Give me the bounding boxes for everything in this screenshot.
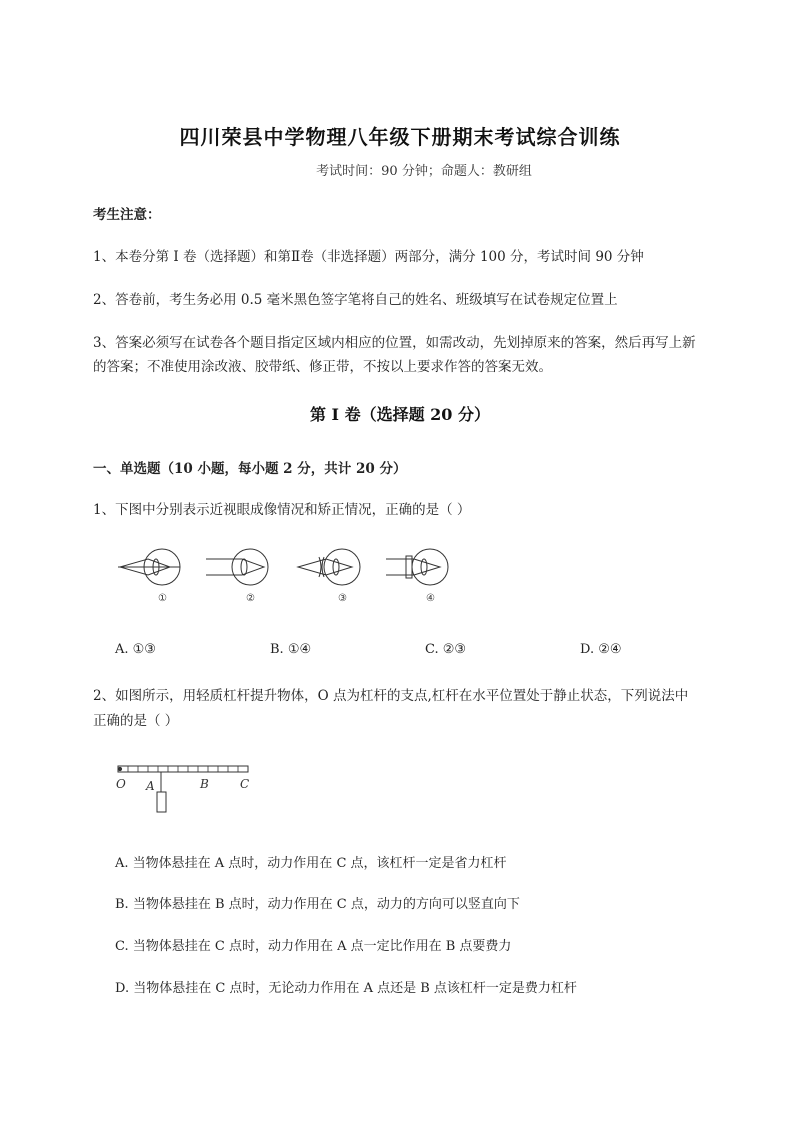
q1-option-d[interactable]: D. ②④ <box>580 642 622 657</box>
hanging-weight <box>157 792 166 812</box>
q2-lever-figure <box>112 760 262 820</box>
q2-option-b[interactable]: B. 当物体悬挂在 B 点时，动力作用在 C 点，动力的方向可以竖直向下 <box>115 897 520 912</box>
eye-diagram-1 <box>118 549 180 585</box>
q2-option-a[interactable]: A. 当物体悬挂在 A 点时，动力作用在 C 点，该杠杆一定是省力杠杆 <box>115 856 507 871</box>
section-title: 第 I 卷（选择题 20 分） <box>309 405 491 424</box>
q1-option-b[interactable]: B. ①④ <box>270 642 312 657</box>
eye-diagram-2 <box>206 549 268 585</box>
eye-diagram-4 <box>386 549 448 585</box>
notice-item-1: 1、本卷分第 I 卷（选择题）和第Ⅱ卷（非选择题）两部分，满分 100 分，考试时间 90 分钟 <box>93 249 644 265</box>
eye-label-1: ① <box>158 593 167 604</box>
exam-title: 四川荣县中学物理八年级下册期末考试综合训练 <box>179 125 621 149</box>
q2-option-d[interactable]: D. 当物体悬挂在 C 点时，无论动力作用在 A 点还是 B 点该杠杆一定是费力杠杆 <box>115 981 577 996</box>
q1-option-a[interactable]: A. ①③ <box>115 642 156 657</box>
q1-option-c[interactable]: C. ②③ <box>425 642 467 657</box>
lever-label-b: B <box>200 777 209 791</box>
lever-label-o: O <box>116 777 126 791</box>
notice-item-2: 2、答卷前，考生务必用 0.5 毫米黑色签字笔将自己的姓名、班级填写在试卷规定位置上 <box>93 292 618 308</box>
eye-label-4: ④ <box>426 593 435 604</box>
lever-label-a: A <box>146 779 155 793</box>
part-heading: 一、单选题（10 小题，每小题 2 分，共计 20 分） <box>93 461 407 477</box>
lever-label-c: C <box>240 777 250 791</box>
notice-item-3-cont: 的答案；不准使用涂改液、胶带纸、修正带，不按以上要求作答的答案无效。 <box>93 359 552 375</box>
eye-label-2: ② <box>246 593 255 604</box>
notice-heading: 考生注意： <box>93 207 161 223</box>
notice-item-3: 3、答案必须写在试卷各个题目指定区域内相应的位置，如需改动，先划掉原来的答案，然后再写上新 <box>93 335 696 351</box>
q2-stem-line1: 2、如图所示，用轻质杠杆提升物体，O 点为杠杆的支点,杠杆在水平位置处于静止状态，下列说法中 <box>93 688 689 704</box>
q1-eye-figure <box>118 545 458 605</box>
lever-bar <box>118 766 248 772</box>
pivot-point <box>118 767 121 770</box>
exam-subtitle: 考试时间：90 分钟；命题人：教研组 <box>316 164 532 179</box>
q2-option-c[interactable]: C. 当物体悬挂在 C 点时，动力作用在 A 点一定比作用在 B 点要费力 <box>115 939 512 954</box>
eye-diagram-3 <box>298 549 360 585</box>
q2-stem-line2: 正确的是（ ） <box>93 713 179 729</box>
eye-label-3: ③ <box>338 593 347 604</box>
q1-stem: 1、下图中分别表示近视眼成像情况和矫正情况，正确的是（ ） <box>93 502 471 518</box>
